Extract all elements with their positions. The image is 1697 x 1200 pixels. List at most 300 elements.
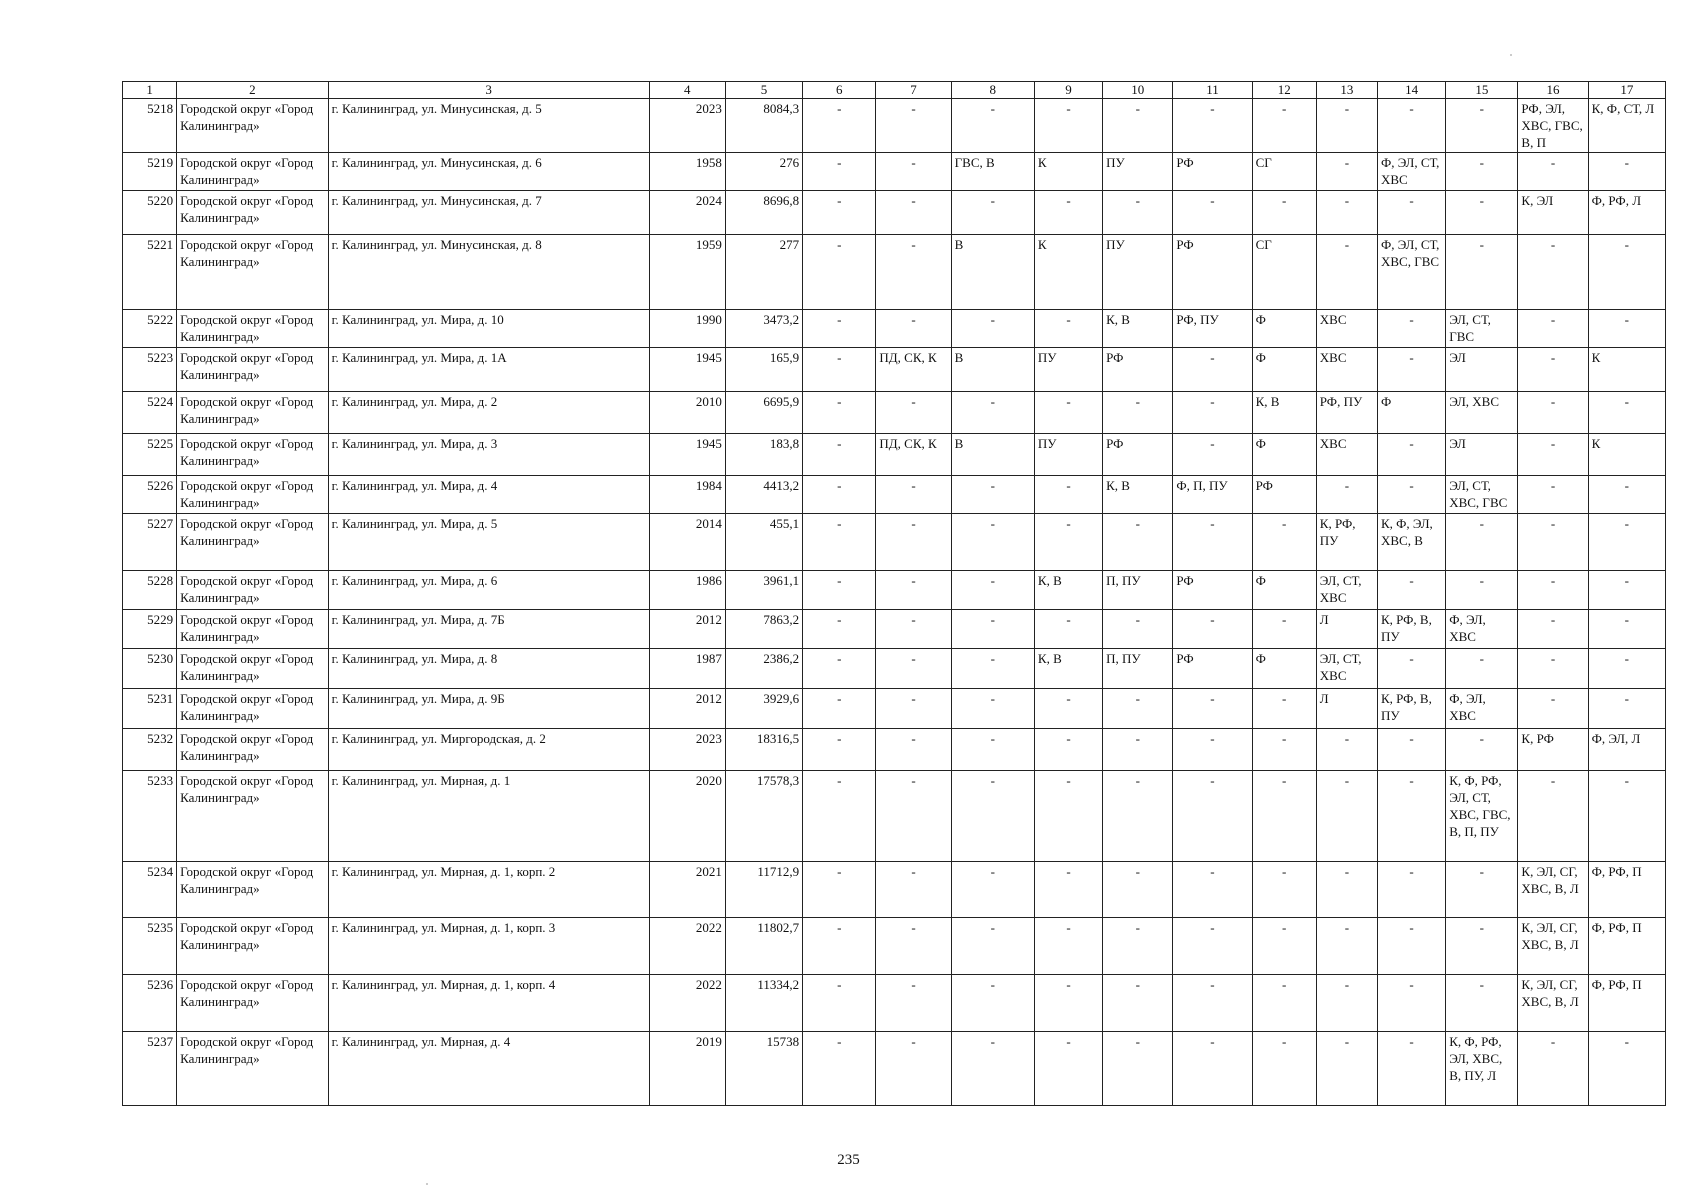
cell-col-17: - [1588, 235, 1665, 310]
cell-col-15: ЭЛ [1446, 348, 1518, 392]
cell-col-6: - [803, 392, 876, 434]
cell-col-6: - [803, 99, 876, 153]
cell-municipality: Городской округ «Город Калининград» [177, 918, 328, 975]
cell-col-8: В [951, 348, 1034, 392]
table-body [123, 99, 1666, 1106]
cell-col-16: - [1518, 1032, 1588, 1106]
cell-col-12: - [1252, 689, 1316, 729]
table-row [123, 434, 1666, 476]
cell-col-16: К, ЭЛ, СГ, ХВС, В, Л [1518, 862, 1588, 918]
cell-col-9: - [1034, 862, 1102, 918]
cell-col-10: - [1103, 689, 1173, 729]
cell-col-15: Ф, ЭЛ, ХВС [1446, 689, 1518, 729]
cell-col-16: - [1518, 610, 1588, 649]
cell-col-11: Ф, П, ПУ [1173, 476, 1252, 514]
cell-col-16: - [1518, 649, 1588, 689]
cell-year-built: 2014 [649, 514, 725, 571]
cell-col-15: Ф, ЭЛ, ХВС [1446, 610, 1518, 649]
cell-col-7: - [876, 975, 951, 1032]
cell-col-12: - [1252, 862, 1316, 918]
table-row [123, 310, 1666, 348]
cell-area: 7863,2 [725, 610, 802, 649]
cell-col-13: РФ, ПУ [1316, 392, 1377, 434]
cell-col-7: - [876, 153, 951, 191]
cell-col-12: - [1252, 975, 1316, 1032]
cell-row-number: 5226 [123, 476, 177, 514]
cell-area: 276 [725, 153, 802, 191]
cell-col-8: - [951, 191, 1034, 235]
cell-col-6: - [803, 1032, 876, 1106]
cell-year-built: 2019 [649, 1032, 725, 1106]
cell-col-7: - [876, 610, 951, 649]
cell-municipality: Городской округ «Город Калининград» [177, 1032, 328, 1106]
cell-col-11: РФ [1173, 235, 1252, 310]
cell-col-10: ПУ [1103, 153, 1173, 191]
table-row [123, 771, 1666, 862]
cell-address: г. Калининград, ул. Минусинская, д. 5 [328, 99, 649, 153]
cell-col-14: - [1377, 191, 1445, 235]
cell-col-11: - [1173, 689, 1252, 729]
cell-area: 3961,1 [725, 571, 802, 610]
cell-col-9: К, В [1034, 649, 1102, 689]
cell-col-17: - [1588, 771, 1665, 862]
column-header-15: 15 [1446, 82, 1518, 99]
cell-col-13: ХВС [1316, 310, 1377, 348]
cell-col-17: - [1588, 689, 1665, 729]
cell-row-number: 5228 [123, 571, 177, 610]
cell-col-10: - [1103, 610, 1173, 649]
cell-col-17: - [1588, 649, 1665, 689]
cell-col-15: - [1446, 729, 1518, 771]
cell-col-11: - [1173, 348, 1252, 392]
cell-col-13: ХВС [1316, 348, 1377, 392]
cell-year-built: 1958 [649, 153, 725, 191]
cell-col-6: - [803, 191, 876, 235]
cell-year-built: 1945 [649, 348, 725, 392]
cell-col-12: СГ [1252, 235, 1316, 310]
cell-col-15: - [1446, 99, 1518, 153]
cell-col-16: К, ЭЛ, СГ, ХВС, В, Л [1518, 975, 1588, 1032]
cell-address: г. Калининград, ул. Мира, д. 8 [328, 649, 649, 689]
cell-col-7: - [876, 862, 951, 918]
cell-year-built: 2024 [649, 191, 725, 235]
cell-col-9: - [1034, 918, 1102, 975]
cell-col-8: - [951, 649, 1034, 689]
cell-col-17: - [1588, 153, 1665, 191]
cell-col-9: К [1034, 153, 1102, 191]
cell-col-8: - [951, 862, 1034, 918]
cell-col-9: - [1034, 1032, 1102, 1106]
cell-municipality: Городской округ «Город Калининград» [177, 729, 328, 771]
column-header-13: 13 [1316, 82, 1377, 99]
cell-row-number: 5218 [123, 99, 177, 153]
cell-col-15: - [1446, 862, 1518, 918]
column-header-1: 1 [123, 82, 177, 99]
cell-area: 455,1 [725, 514, 802, 571]
cell-col-11: - [1173, 1032, 1252, 1106]
cell-col-8: - [951, 99, 1034, 153]
cell-year-built: 1984 [649, 476, 725, 514]
table-row [123, 191, 1666, 235]
cell-col-16: - [1518, 571, 1588, 610]
cell-col-11: - [1173, 514, 1252, 571]
cell-year-built: 2020 [649, 771, 725, 862]
table-row [123, 571, 1666, 610]
cell-col-6: - [803, 918, 876, 975]
cell-area: 183,8 [725, 434, 802, 476]
cell-col-7: - [876, 392, 951, 434]
table-row [123, 99, 1666, 153]
cell-col-12: - [1252, 729, 1316, 771]
cell-year-built: 1959 [649, 235, 725, 310]
table-row [123, 514, 1666, 571]
cell-col-13: - [1316, 191, 1377, 235]
cell-municipality: Городской округ «Город Калининград» [177, 191, 328, 235]
cell-col-10: ПУ [1103, 235, 1173, 310]
column-header-4: 4 [649, 82, 725, 99]
cell-col-10: К, В [1103, 476, 1173, 514]
column-header-17: 17 [1588, 82, 1665, 99]
cell-col-10: - [1103, 918, 1173, 975]
cell-col-14: К, Ф, ЭЛ, ХВС, В [1377, 514, 1445, 571]
cell-row-number: 5237 [123, 1032, 177, 1106]
cell-municipality: Городской округ «Город Калининград» [177, 153, 328, 191]
cell-col-14: - [1377, 1032, 1445, 1106]
cell-col-11: РФ [1173, 649, 1252, 689]
cell-col-7: - [876, 310, 951, 348]
cell-col-14: - [1377, 348, 1445, 392]
cell-col-13: Л [1316, 689, 1377, 729]
cell-col-10: - [1103, 191, 1173, 235]
cell-col-15: К, Ф, РФ, ЭЛ, ХВС, В, ПУ, Л [1446, 1032, 1518, 1106]
cell-col-10: РФ [1103, 434, 1173, 476]
cell-col-17: Ф, ЭЛ, Л [1588, 729, 1665, 771]
cell-col-17: Ф, РФ, Л [1588, 191, 1665, 235]
cell-col-10: К, В [1103, 310, 1173, 348]
cell-col-12: - [1252, 1032, 1316, 1106]
cell-year-built: 2022 [649, 975, 725, 1032]
cell-year-built: 2022 [649, 918, 725, 975]
cell-col-15: - [1446, 649, 1518, 689]
cell-col-17: Ф, РФ, П [1588, 975, 1665, 1032]
cell-col-12: - [1252, 191, 1316, 235]
cell-col-9: - [1034, 729, 1102, 771]
cell-address: г. Калининград, ул. Мира, д. 2 [328, 392, 649, 434]
table-row [123, 235, 1666, 310]
cell-col-14: Ф [1377, 392, 1445, 434]
cell-col-8: - [951, 771, 1034, 862]
cell-municipality: Городской округ «Город Калининград» [177, 649, 328, 689]
cell-col-9: ПУ [1034, 434, 1102, 476]
cell-col-9: - [1034, 191, 1102, 235]
cell-col-13: - [1316, 99, 1377, 153]
cell-col-12: - [1252, 771, 1316, 862]
cell-col-14: Ф, ЭЛ, СТ, ХВС [1377, 153, 1445, 191]
cell-row-number: 5230 [123, 649, 177, 689]
cell-col-13: ЭЛ, СТ, ХВС [1316, 649, 1377, 689]
cell-municipality: Городской округ «Город Калининград» [177, 975, 328, 1032]
cell-row-number: 5220 [123, 191, 177, 235]
cell-address: г. Калининград, ул. Минусинская, д. 6 [328, 153, 649, 191]
cell-col-14: - [1377, 310, 1445, 348]
cell-col-16: - [1518, 689, 1588, 729]
cell-municipality: Городской округ «Город Калининград» [177, 514, 328, 571]
cell-col-10: - [1103, 99, 1173, 153]
cell-col-11: - [1173, 392, 1252, 434]
column-header-14: 14 [1377, 82, 1445, 99]
cell-row-number: 5233 [123, 771, 177, 862]
cell-col-6: - [803, 310, 876, 348]
cell-col-6: - [803, 153, 876, 191]
cell-municipality: Городской округ «Город Калининград» [177, 610, 328, 649]
column-header-12: 12 [1252, 82, 1316, 99]
cell-col-12: Ф [1252, 571, 1316, 610]
cell-col-16: - [1518, 153, 1588, 191]
cell-col-14: - [1377, 434, 1445, 476]
cell-col-12: Ф [1252, 348, 1316, 392]
cell-area: 15738 [725, 1032, 802, 1106]
page-number: 235 [837, 1152, 860, 1168]
cell-col-14: Ф, ЭЛ, СТ, ХВС, ГВС [1377, 235, 1445, 310]
cell-col-13: Л [1316, 610, 1377, 649]
cell-col-17: К, Ф, СТ, Л [1588, 99, 1665, 153]
cell-municipality: Городской округ «Город Калининград» [177, 99, 328, 153]
cell-municipality: Городской округ «Город Калининград» [177, 392, 328, 434]
cell-col-16: - [1518, 771, 1588, 862]
cell-col-11: РФ [1173, 153, 1252, 191]
cell-col-7: - [876, 99, 951, 153]
cell-col-17: - [1588, 392, 1665, 434]
cell-col-12: - [1252, 918, 1316, 975]
table-header-row [123, 82, 1666, 99]
cell-address: г. Калининград, ул. Мира, д. 9Б [328, 689, 649, 729]
table-row [123, 975, 1666, 1032]
cell-address: г. Калининград, ул. Мирная, д. 1, корп. 2 [328, 862, 649, 918]
cell-col-6: - [803, 235, 876, 310]
cell-area: 8084,3 [725, 99, 802, 153]
cell-col-8: - [951, 975, 1034, 1032]
cell-address: г. Калининград, ул. Мира, д. 7Б [328, 610, 649, 649]
cell-col-17: - [1588, 1032, 1665, 1106]
column-header-5: 5 [725, 82, 802, 99]
cell-col-9: - [1034, 476, 1102, 514]
cell-col-10: П, ПУ [1103, 571, 1173, 610]
cell-col-11: - [1173, 191, 1252, 235]
cell-municipality: Городской округ «Город Калининград» [177, 571, 328, 610]
cell-col-6: - [803, 434, 876, 476]
cell-col-7: ПД, СК, К [876, 434, 951, 476]
cell-col-13: - [1316, 729, 1377, 771]
cell-col-6: - [803, 729, 876, 771]
cell-col-10: - [1103, 514, 1173, 571]
cell-address: г. Калининград, ул. Мира, д. 3 [328, 434, 649, 476]
cell-row-number: 5231 [123, 689, 177, 729]
cell-col-17: - [1588, 476, 1665, 514]
cell-col-16: - [1518, 310, 1588, 348]
cell-col-11: - [1173, 434, 1252, 476]
cell-col-9: - [1034, 99, 1102, 153]
cell-col-12: Ф [1252, 434, 1316, 476]
table-row [123, 610, 1666, 649]
cell-col-10: - [1103, 729, 1173, 771]
cell-col-17: К [1588, 348, 1665, 392]
cell-year-built: 2023 [649, 99, 725, 153]
cell-col-8: - [951, 514, 1034, 571]
cell-year-built: 2021 [649, 862, 725, 918]
cell-row-number: 5234 [123, 862, 177, 918]
cell-area: 11712,9 [725, 862, 802, 918]
cell-col-6: - [803, 771, 876, 862]
cell-municipality: Городской округ «Город Калининград» [177, 689, 328, 729]
cell-col-12: - [1252, 99, 1316, 153]
cell-col-13: К, РФ, ПУ [1316, 514, 1377, 571]
table-row [123, 348, 1666, 392]
cell-col-11: - [1173, 862, 1252, 918]
table-row [123, 862, 1666, 918]
column-header-9: 9 [1034, 82, 1102, 99]
scan-speck [426, 1183, 428, 1185]
cell-area: 11334,2 [725, 975, 802, 1032]
cell-col-15: ЭЛ, ХВС [1446, 392, 1518, 434]
cell-address: г. Калининград, ул. Мира, д. 4 [328, 476, 649, 514]
cell-row-number: 5222 [123, 310, 177, 348]
cell-col-11: - [1173, 99, 1252, 153]
cell-municipality: Городской округ «Город Калининград» [177, 771, 328, 862]
cell-municipality: Городской округ «Город Калининград» [177, 434, 328, 476]
cell-col-6: - [803, 975, 876, 1032]
cell-col-7: - [876, 689, 951, 729]
cell-col-7: - [876, 771, 951, 862]
cell-col-17: - [1588, 571, 1665, 610]
cell-col-10: РФ [1103, 348, 1173, 392]
table-row [123, 392, 1666, 434]
cell-year-built: 2010 [649, 392, 725, 434]
cell-area: 3473,2 [725, 310, 802, 348]
column-header-8: 8 [951, 82, 1034, 99]
cell-col-13: - [1316, 1032, 1377, 1106]
cell-area: 2386,2 [725, 649, 802, 689]
cell-col-9: ПУ [1034, 348, 1102, 392]
cell-col-17: Ф, РФ, П [1588, 862, 1665, 918]
cell-col-10: - [1103, 862, 1173, 918]
cell-col-13: - [1316, 771, 1377, 862]
column-header-16: 16 [1518, 82, 1588, 99]
cell-municipality: Городской округ «Город Калининград» [177, 476, 328, 514]
cell-col-11: РФ, ПУ [1173, 310, 1252, 348]
cell-year-built: 2023 [649, 729, 725, 771]
cell-col-12: Ф [1252, 649, 1316, 689]
cell-col-8: - [951, 1032, 1034, 1106]
cell-col-9: К [1034, 235, 1102, 310]
cell-col-16: - [1518, 476, 1588, 514]
cell-col-8: - [951, 729, 1034, 771]
table-row [123, 918, 1666, 975]
cell-col-15: - [1446, 514, 1518, 571]
table-row [123, 476, 1666, 514]
cell-col-6: - [803, 862, 876, 918]
cell-col-9: - [1034, 975, 1102, 1032]
table-row [123, 689, 1666, 729]
cell-area: 4413,2 [725, 476, 802, 514]
cell-col-16: - [1518, 434, 1588, 476]
column-header-10: 10 [1103, 82, 1173, 99]
cell-col-6: - [803, 514, 876, 571]
cell-area: 6695,9 [725, 392, 802, 434]
cell-municipality: Городской округ «Город Калининград» [177, 862, 328, 918]
cell-col-10: - [1103, 771, 1173, 862]
cell-col-12: СГ [1252, 153, 1316, 191]
cell-col-15: ЭЛ [1446, 434, 1518, 476]
cell-year-built: 2012 [649, 610, 725, 649]
column-header-2: 2 [177, 82, 328, 99]
cell-col-17: - [1588, 310, 1665, 348]
cell-col-14: - [1377, 571, 1445, 610]
cell-col-16: К, ЭЛ [1518, 191, 1588, 235]
cell-col-10: П, ПУ [1103, 649, 1173, 689]
cell-col-8: - [951, 476, 1034, 514]
cell-row-number: 5225 [123, 434, 177, 476]
cell-col-14: - [1377, 729, 1445, 771]
cell-col-16: К, ЭЛ, СГ, ХВС, В, Л [1518, 918, 1588, 975]
cell-col-8: - [951, 918, 1034, 975]
cell-col-9: - [1034, 689, 1102, 729]
cell-row-number: 5227 [123, 514, 177, 571]
cell-col-9: - [1034, 392, 1102, 434]
cell-col-6: - [803, 476, 876, 514]
cell-col-13: - [1316, 862, 1377, 918]
cell-col-7: - [876, 514, 951, 571]
cell-row-number: 5236 [123, 975, 177, 1032]
cell-col-11: РФ [1173, 571, 1252, 610]
cell-col-6: - [803, 610, 876, 649]
cell-col-14: - [1377, 476, 1445, 514]
cell-row-number: 5219 [123, 153, 177, 191]
cell-col-8: ГВС, В [951, 153, 1034, 191]
cell-col-16: - [1518, 514, 1588, 571]
cell-col-17: - [1588, 610, 1665, 649]
cell-col-12: К, В [1252, 392, 1316, 434]
cell-col-13: - [1316, 975, 1377, 1032]
cell-col-8: - [951, 610, 1034, 649]
cell-col-7: - [876, 1032, 951, 1106]
cell-col-15: - [1446, 235, 1518, 310]
cell-col-7: - [876, 571, 951, 610]
cell-col-12: Ф [1252, 310, 1316, 348]
cell-col-17: Ф, РФ, П [1588, 918, 1665, 975]
cell-col-13: - [1316, 235, 1377, 310]
column-header-3: 3 [328, 82, 649, 99]
cell-col-14: - [1377, 918, 1445, 975]
cell-area: 165,9 [725, 348, 802, 392]
cell-col-6: - [803, 649, 876, 689]
cell-col-14: К, РФ, В, ПУ [1377, 689, 1445, 729]
cell-col-11: - [1173, 918, 1252, 975]
cell-area: 8696,8 [725, 191, 802, 235]
cell-col-7: - [876, 476, 951, 514]
cell-col-7: - [876, 918, 951, 975]
cell-row-number: 5223 [123, 348, 177, 392]
cell-col-9: - [1034, 310, 1102, 348]
cell-municipality: Городской округ «Город Калининград» [177, 310, 328, 348]
cell-col-9: - [1034, 514, 1102, 571]
cell-col-6: - [803, 348, 876, 392]
cell-row-number: 5224 [123, 392, 177, 434]
cell-col-14: - [1377, 771, 1445, 862]
cell-col-15: ЭЛ, СТ, ГВС [1446, 310, 1518, 348]
cell-col-16: К, РФ [1518, 729, 1588, 771]
cell-col-15: - [1446, 191, 1518, 235]
table-row [123, 1032, 1666, 1106]
